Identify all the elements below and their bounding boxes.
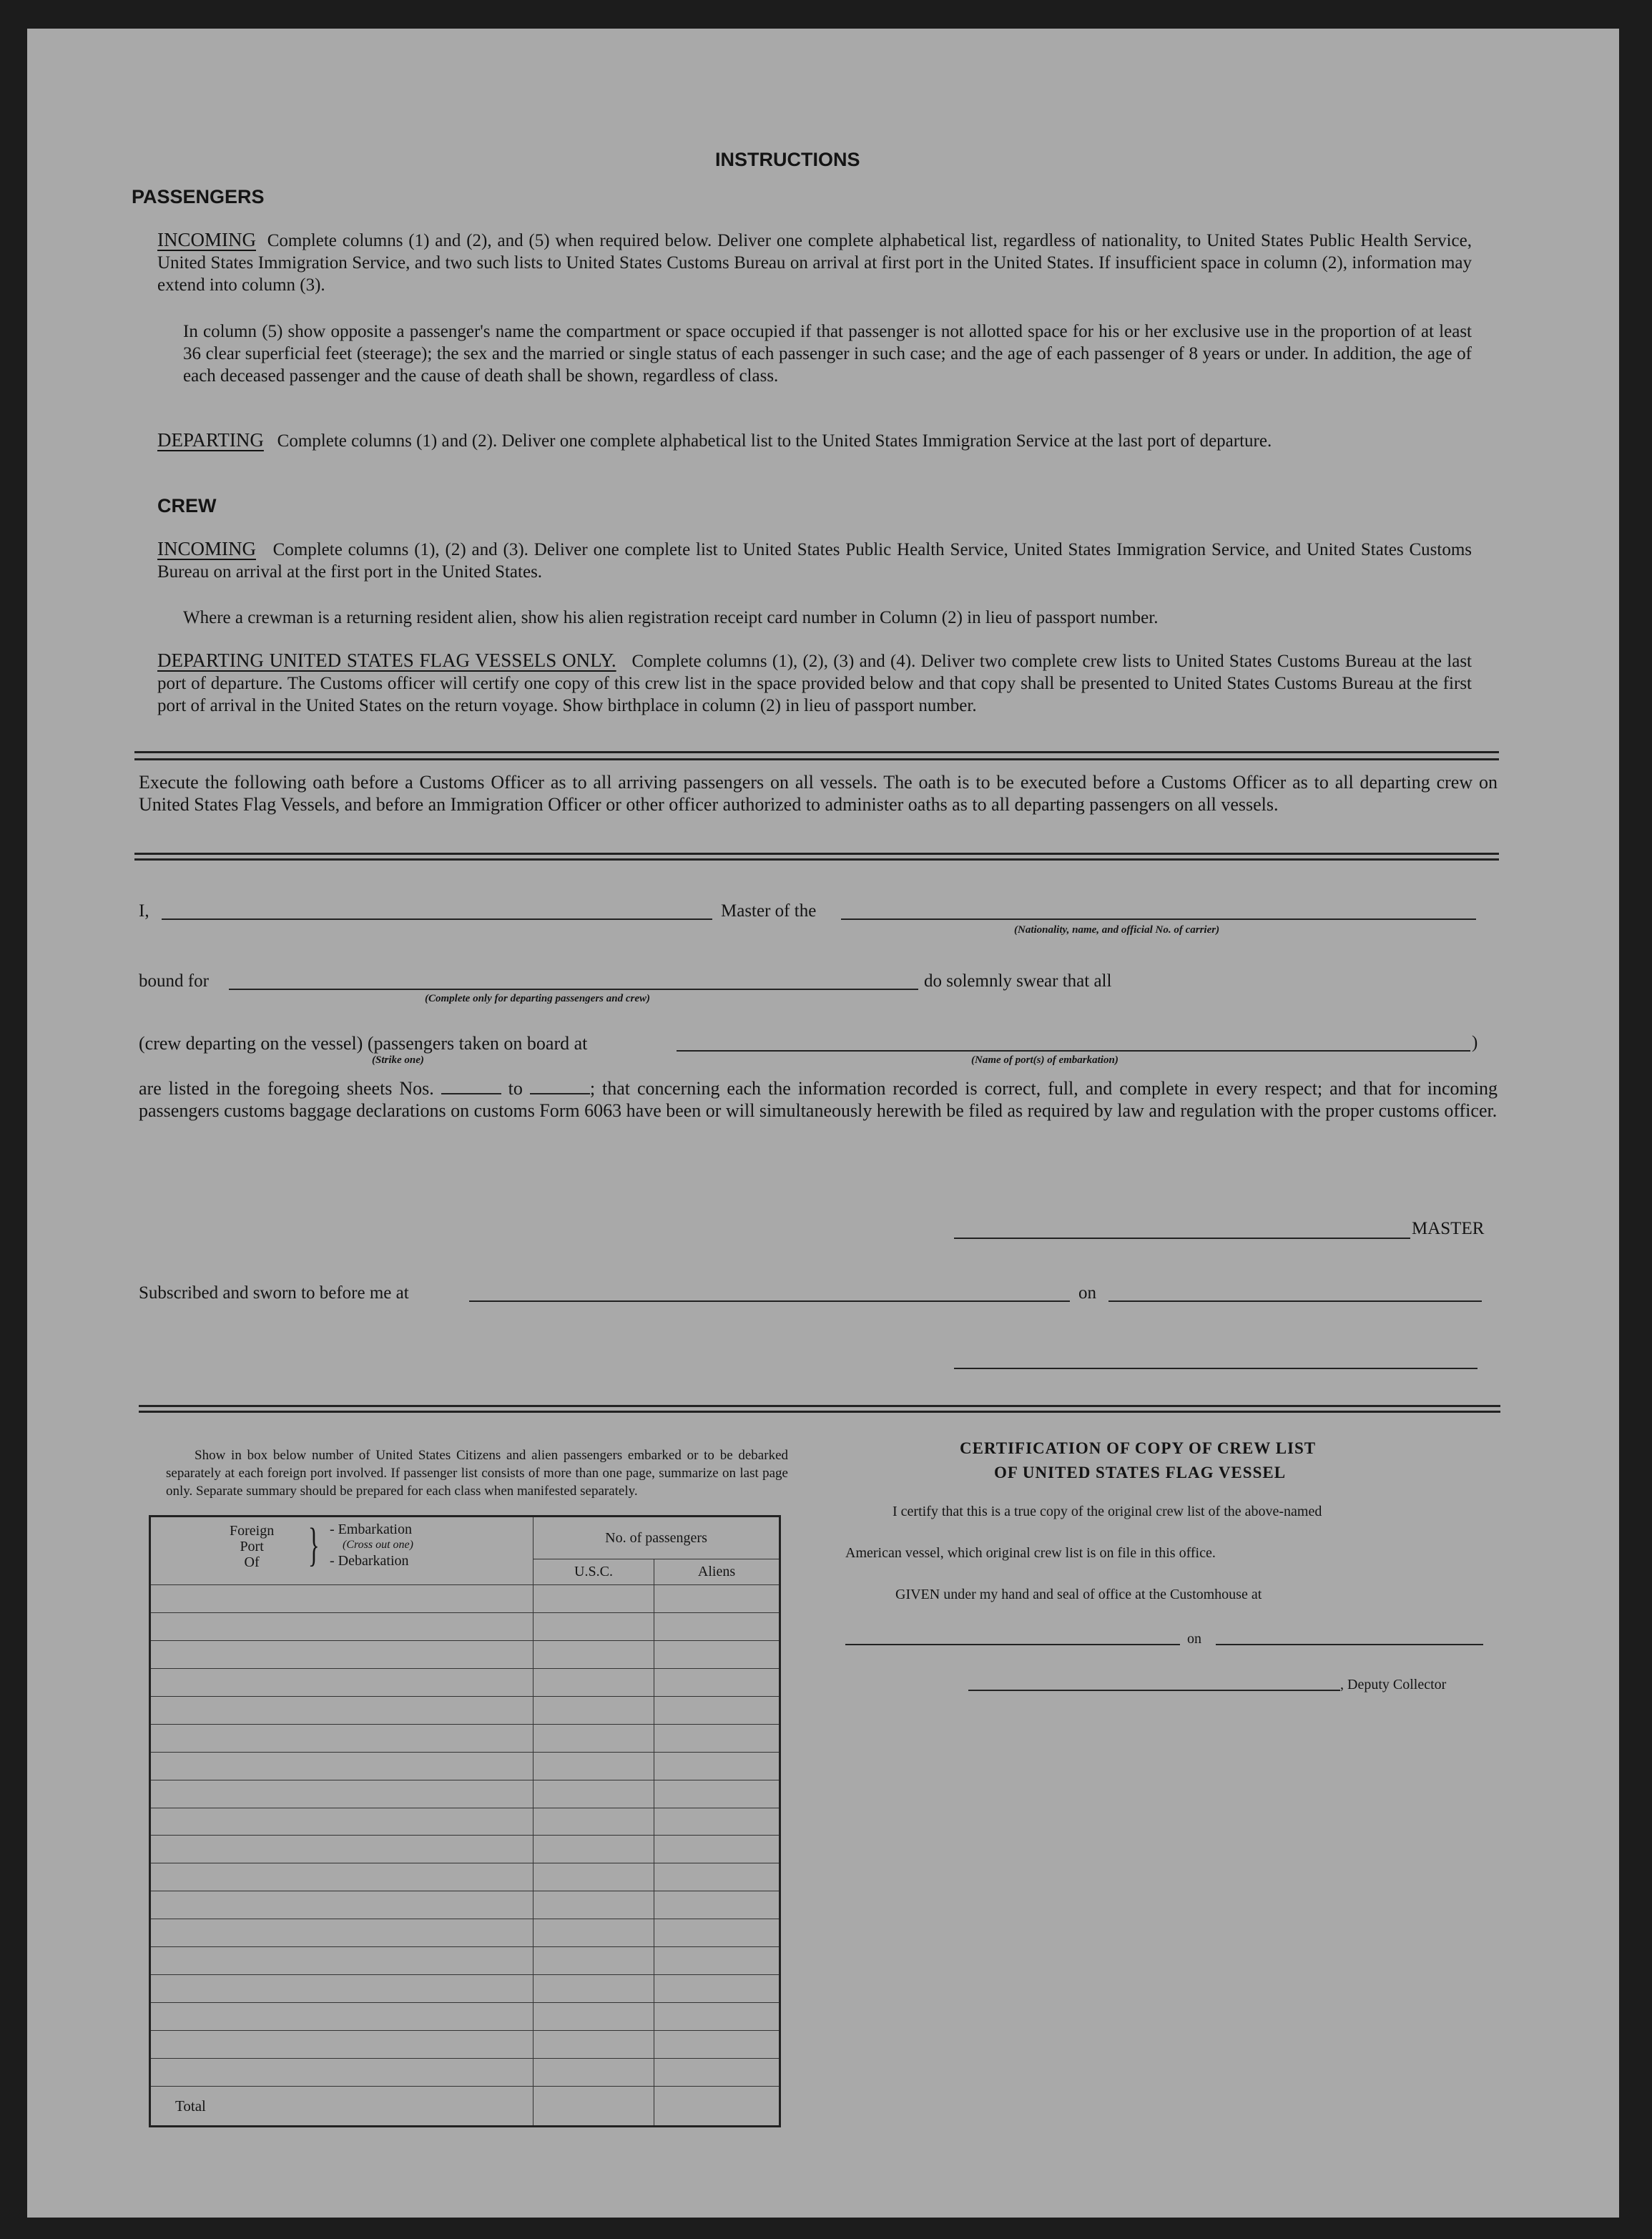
ports-caption: (Name of port(s) of embarkation): [971, 1054, 1118, 1066]
aliens-cell[interactable]: [654, 1585, 780, 1613]
usc-cell[interactable]: [534, 2058, 654, 2086]
aliens-cell[interactable]: [654, 1780, 780, 1808]
table-row: [150, 2058, 780, 2086]
usc-cell[interactable]: [534, 1752, 654, 1780]
divider-rule: [134, 853, 1499, 855]
aliens-cell[interactable]: [654, 1836, 780, 1863]
total-row: [150, 2087, 780, 2127]
summary-instructions: Show in box below number of United States Citizens and alien passengers embarked or to be debarked separately at each foreign port involved. If passenger list consists of more than one page, summarize on last page only. Separate summary should be prepared for each class when manifested separately.: [166, 1448, 788, 1499]
usc-cell[interactable]: [534, 1668, 654, 1696]
bound-for-field[interactable]: [229, 989, 918, 990]
certify-line-1: I certify that this is a true copy of the original crew list of the above-named: [893, 1504, 1322, 1519]
port-cell[interactable]: [150, 1891, 534, 1919]
port-cell[interactable]: [150, 1752, 534, 1780]
cert-date-field[interactable]: [1216, 1644, 1483, 1645]
oath-listed-paragraph: [139, 1077, 1498, 1122]
no-of-passengers-header: No. of passengers: [534, 1517, 780, 1559]
table-row: [150, 2003, 780, 2031]
port-cell[interactable]: [150, 1668, 534, 1696]
aliens-cell[interactable]: [654, 1947, 780, 1975]
table-row: [150, 1752, 780, 1780]
usc-cell[interactable]: [534, 2031, 654, 2059]
total-label: Total: [150, 2087, 534, 2127]
usc-cell[interactable]: [534, 1919, 654, 1947]
table-row: [150, 1863, 780, 1891]
oath-i-label: I,: [139, 901, 149, 921]
listed-text: ; that concerning each the information recorded is correct, full, and complete in every respect; and that for incoming passengers customs baggage declarations on customs Form 6063 have been or will simultaneously herewith be filed as required by law and regulation with the proper customs officer.: [139, 1078, 1498, 1121]
port-cell[interactable]: [150, 1696, 534, 1724]
usc-cell[interactable]: [534, 1863, 654, 1891]
embarkation-ports-field[interactable]: [677, 1050, 1470, 1052]
table-row: [150, 1919, 780, 1947]
foreign-label: Foreign: [230, 1523, 275, 1539]
port-cell[interactable]: [150, 1724, 534, 1752]
aliens-cell[interactable]: [654, 1919, 780, 1947]
sworn-place-field[interactable]: [469, 1300, 1070, 1302]
subscribed-label: Subscribed and sworn to before me at: [139, 1283, 409, 1303]
aliens-cell[interactable]: [654, 1975, 780, 2003]
table-row: [150, 1780, 780, 1808]
passengers-departing-text: Complete columns (1) and (2). Deliver one complete alphabetical list to the United States Immigration Service at the last port of departure.: [277, 431, 1272, 451]
port-cell[interactable]: [150, 1612, 534, 1640]
aliens-cell[interactable]: [654, 1668, 780, 1696]
subscribed-on-label: on: [1078, 1283, 1096, 1303]
aliens-cell[interactable]: [654, 2058, 780, 2086]
total-aliens-cell[interactable]: [654, 2087, 780, 2127]
table-row: [150, 1640, 780, 1668]
port-cell[interactable]: [150, 1919, 534, 1947]
cross-out-label: (Cross out one): [343, 1539, 413, 1551]
debarkation-label: - Debarkation: [330, 1553, 409, 1569]
crew-departing-label: DEPARTING UNITED STATES FLAG VESSELS ONLY.: [157, 650, 616, 671]
aliens-cell[interactable]: [654, 1640, 780, 1668]
table-row: [150, 1724, 780, 1752]
oath-intro: Execute the following oath before a Customs Officer as to all arriving passengers on all vessels. The oath is to be executed before a Customs Officer as to all departing crew on United States Flag Vessels, and before an Immigration Officer or other officer authorized to administer oaths as to all departing passengers on all vessels.: [139, 772, 1498, 815]
crew-departing-text: Complete columns (1), (2), (3) and (4). Deliver two complete crew lists to United States Customs Bureau at the last port of departure. The Customs officer will certify one copy of this crew list in the space provided below and that copy shall be presented to United States Customs Bureau at the first port of arrival in the United States on the return voyage. Show birthplace in column (2) in lieu of passport number.: [157, 652, 1472, 715]
port-cell[interactable]: [150, 1975, 534, 2003]
divider-rule: [134, 758, 1499, 760]
aliens-cell[interactable]: [654, 1612, 780, 1640]
crew-incoming-label: INCOMING: [157, 538, 256, 559]
embarkation-label: - Embarkation: [330, 1522, 412, 1537]
usc-cell[interactable]: [534, 1612, 654, 1640]
divider-rule: [139, 1405, 1500, 1407]
passengers-column5-paragraph: In column (5) show opposite a passenger's name the compartment or space occupied if that passenger is not allotted space for his or her exclusive use in the proportion of at least 36 clear superficial feet (steerage); the sex and the married or single status of each passenger in such case; and the age of each passenger of 8 years or under. In addition, the age of each deceased passenger and the cause of death shall be shown, regardless of class.: [183, 322, 1472, 386]
table-row: [150, 1668, 780, 1696]
brace-icon: }: [308, 1519, 320, 1571]
aliens-cell[interactable]: [654, 2003, 780, 2031]
usc-cell[interactable]: [534, 1780, 654, 1808]
port-cell[interactable]: [150, 1780, 534, 1808]
aliens-header: Aliens: [654, 1559, 780, 1585]
port-cell[interactable]: [150, 1640, 534, 1668]
bound-for-caption: (Complete only for departing passengers and crew): [425, 993, 650, 1004]
table-row: [150, 1585, 780, 1613]
crew-incoming-text: Complete columns (1), (2) and (3). Deliver one complete list to United States Public Health Service, United States Immigration Service, and United States Customs Bureau on arrival at the first port in the United States.: [157, 540, 1472, 582]
aliens-cell[interactable]: [654, 1808, 780, 1836]
aliens-cell[interactable]: [654, 1891, 780, 1919]
usc-header: U.S.C.: [534, 1559, 654, 1585]
port-cell[interactable]: [150, 1947, 534, 1975]
port-cell[interactable]: [150, 1585, 534, 1613]
table-row: [150, 1808, 780, 1836]
port-header-cell: [150, 1517, 534, 1585]
crew-departing-paragraph: [157, 650, 1472, 717]
passengers-incoming-text: Complete columns (1) and (2), and (5) when required below. Deliver one complete alphabetical list, regardless of nationality, to United States Public Health Service, United States Immigration Service, and two such lists to United States Customs Bureau on arrival at first port in the United States. If insufficient space in column (2), information may extend into column (3).: [157, 231, 1472, 295]
usc-cell[interactable]: [534, 1808, 654, 1836]
foreign-port-of: [230, 1523, 274, 1570]
table-row: [150, 1947, 780, 1975]
divider-rule: [134, 751, 1499, 753]
port-cell[interactable]: [150, 2058, 534, 2086]
aliens-cell[interactable]: [654, 1752, 780, 1780]
aliens-cell[interactable]: [654, 1863, 780, 1891]
bound-for-label: bound for: [139, 971, 209, 991]
divider-rule: [134, 858, 1499, 861]
total-usc-cell[interactable]: [534, 2087, 654, 2127]
strike-one-caption: (Strike one): [372, 1054, 424, 1066]
table-header-row: [150, 1517, 780, 1559]
sheet-from-field[interactable]: [441, 1079, 501, 1094]
aliens-cell[interactable]: [654, 1724, 780, 1752]
carrier-caption: (Nationality, name, and official No. of carrier): [1014, 924, 1220, 936]
port-label: Port: [240, 1539, 264, 1554]
table-row: [150, 1696, 780, 1724]
usc-cell[interactable]: [534, 1975, 654, 2003]
port-cell[interactable]: [150, 1808, 534, 1836]
passengers-departing-paragraph: [157, 429, 1472, 452]
certification-title-2: OF UNITED STATES FLAG VESSEL: [994, 1464, 1287, 1481]
aliens-cell[interactable]: [654, 1696, 780, 1724]
swear-label: do solemnly swear that all: [924, 971, 1112, 991]
listed-to-label: to: [508, 1078, 523, 1099]
officer-signature-field[interactable]: [954, 1368, 1478, 1369]
deputy-signature-field[interactable]: [968, 1690, 1340, 1691]
page-title: INSTRUCTIONS: [715, 149, 860, 170]
table-row: [150, 1891, 780, 1919]
form-sheet: [27, 29, 1619, 2218]
usc-cell[interactable]: [534, 1724, 654, 1752]
passengers-heading: PASSENGERS: [132, 186, 265, 207]
crew-departing-label: (crew departing on the vessel) (passengers taken on board at: [139, 1033, 588, 1054]
master-name-field[interactable]: [162, 918, 712, 920]
customhouse-field[interactable]: [845, 1644, 1180, 1645]
listed-label: are listed in the foregoing sheets Nos.: [139, 1078, 434, 1099]
of-label: Of: [244, 1554, 260, 1570]
usc-cell[interactable]: [534, 1947, 654, 1975]
passengers-incoming-label: INCOMING: [157, 229, 256, 250]
usc-cell[interactable]: [534, 1696, 654, 1724]
table-row: [150, 1836, 780, 1863]
master-of-label: Master of the: [721, 901, 817, 921]
crew-incoming-paragraph: [157, 538, 1472, 583]
table-row: [150, 2031, 780, 2059]
passengers-departing-label: DEPARTING: [157, 429, 264, 451]
table-row: [150, 1612, 780, 1640]
table-row: [150, 1975, 780, 2003]
port-cell[interactable]: [150, 1836, 534, 1863]
deputy-collector-label: , Deputy Collector: [1340, 1677, 1447, 1692]
sworn-date-field[interactable]: [1108, 1300, 1482, 1302]
crew-heading: CREW: [157, 495, 217, 516]
usc-cell[interactable]: [534, 1891, 654, 1919]
usc-cell[interactable]: [534, 1640, 654, 1668]
divider-rule: [139, 1411, 1500, 1413]
certify-line-3: GIVEN under my hand and seal of office at the Customhouse at: [895, 1587, 1262, 1602]
embark-debark-labels: [330, 1522, 413, 1569]
certification-title-1: CERTIFICATION OF COPY OF CREW LIST: [960, 1439, 1317, 1457]
port-cell[interactable]: [150, 2031, 534, 2059]
port-cell[interactable]: [150, 2003, 534, 2031]
close-paren: ): [1472, 1033, 1478, 1052]
aliens-cell[interactable]: [654, 2031, 780, 2059]
certify-line-2: American vessel, which original crew list is on file in this office.: [845, 1545, 1216, 1561]
sheet-to-field[interactable]: [530, 1079, 590, 1094]
carrier-field[interactable]: [841, 918, 1476, 920]
ports-summary-table: [149, 1515, 781, 2127]
master-label: MASTER: [1412, 1219, 1485, 1238]
cert-on-label: on: [1187, 1631, 1201, 1647]
usc-cell[interactable]: [534, 2003, 654, 2031]
passengers-incoming-paragraph: [157, 229, 1472, 296]
master-signature-field[interactable]: [954, 1238, 1410, 1239]
usc-cell[interactable]: [534, 1836, 654, 1863]
port-cell[interactable]: [150, 1863, 534, 1891]
usc-cell[interactable]: [534, 1585, 654, 1613]
crew-resident-paragraph: Where a crewman is a returning resident alien, show his alien registration receipt card number in Column (2) in lieu of passport number.: [183, 608, 1159, 627]
